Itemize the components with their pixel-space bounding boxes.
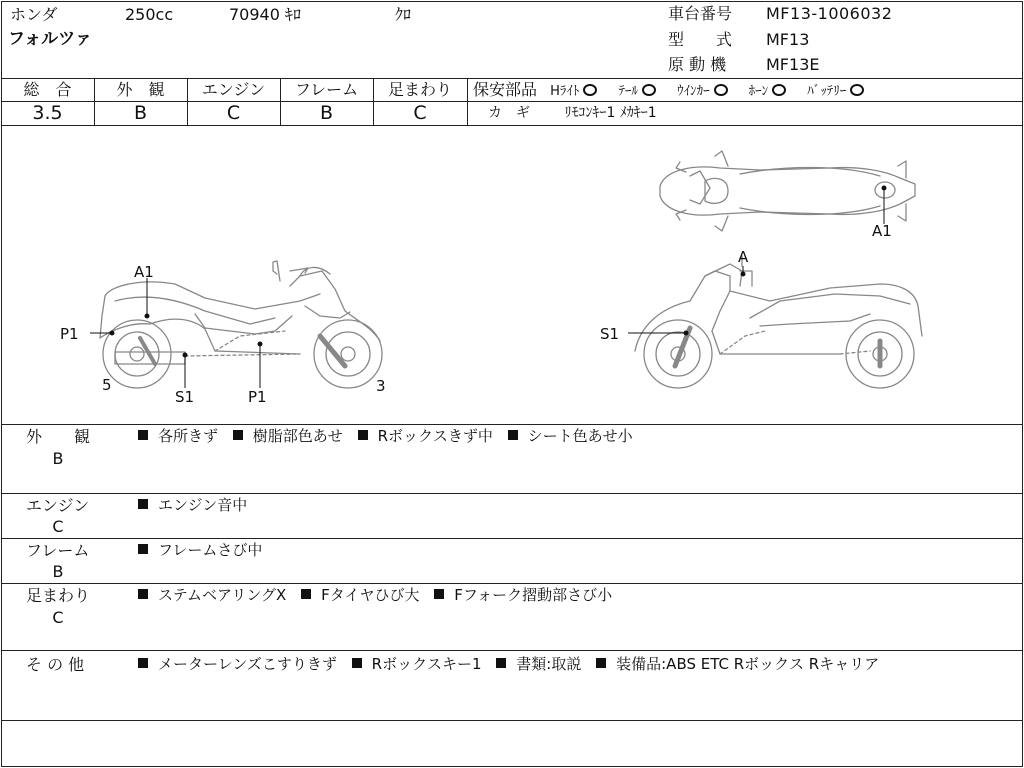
engine-label: 原 動 機 bbox=[668, 55, 727, 74]
bullet-icon bbox=[352, 658, 362, 668]
divider bbox=[467, 78, 468, 125]
safety-item-taillight: ﾃｰﾙ bbox=[618, 84, 656, 99]
damage-diagram bbox=[0, 126, 1024, 424]
ok-circle-icon bbox=[714, 84, 728, 96]
maker: ホンダ bbox=[10, 5, 58, 24]
bullet-icon bbox=[434, 589, 444, 599]
ok-circle-icon bbox=[772, 84, 786, 96]
section-engine-grade: C bbox=[52, 517, 64, 536]
label-s1-left: S1 bbox=[175, 388, 195, 406]
bullet-icon bbox=[138, 658, 148, 668]
section-exterior-items: 各所きず 樹脂部色あせ Rボックスきず中 シート色あせ小 bbox=[138, 429, 643, 444]
divider bbox=[1, 720, 1023, 721]
section-engine-items: エンジン音中 bbox=[138, 498, 257, 513]
keys-label: カ ギ bbox=[488, 105, 530, 121]
type-label: 型 式 bbox=[668, 30, 733, 49]
frame-no-label: 車台番号 bbox=[668, 4, 733, 23]
keys-value: ﾘﾓｺﾝｷｰ1 ﾒｶｷｰ1 bbox=[564, 105, 657, 121]
bullet-icon bbox=[138, 544, 148, 554]
section-other-items: メーターレンズこすりきず Rボックスキー1 書類:取説 装備品:ABS ETC Rボックス Rキャリア bbox=[138, 657, 889, 672]
label-5: 5 bbox=[102, 376, 112, 394]
divider bbox=[1, 583, 1023, 584]
bullet-icon bbox=[358, 430, 368, 440]
label-a-right: A bbox=[738, 248, 749, 266]
ok-circle-icon bbox=[583, 84, 597, 96]
section-engine-label: エンジン bbox=[26, 496, 90, 515]
bullet-icon bbox=[496, 658, 506, 668]
divider bbox=[1, 493, 1023, 494]
grade-suspension-label: 足まわり bbox=[387, 80, 452, 99]
divider bbox=[1, 78, 1023, 79]
bullet-icon bbox=[508, 430, 518, 440]
bullet-icon bbox=[233, 430, 243, 440]
mileage: 70940 ｷﾛ bbox=[229, 5, 301, 24]
label-s1-right: S1 bbox=[600, 325, 620, 343]
label-3: 3 bbox=[376, 377, 386, 395]
divider bbox=[1, 424, 1023, 425]
frame-no: MF13-1006032 bbox=[766, 4, 893, 23]
section-suspension-grade: C bbox=[52, 608, 64, 627]
displacement: 250cc bbox=[125, 5, 174, 24]
model-name: フォルツァ bbox=[8, 29, 92, 49]
grade-frame-value: B bbox=[319, 102, 334, 124]
section-frame-grade: B bbox=[52, 562, 64, 581]
divider bbox=[1, 650, 1023, 651]
bullet-icon bbox=[301, 589, 311, 599]
color: ｸﾛ bbox=[395, 5, 412, 24]
scooter-right-side-drawing bbox=[635, 256, 922, 388]
grade-frame-label: フレーム bbox=[294, 80, 359, 99]
safety-item-horn: ﾎｰﾝ bbox=[749, 84, 787, 99]
section-exterior-grade: B bbox=[52, 449, 64, 468]
label-p1-bottom: P1 bbox=[248, 388, 267, 406]
label-a1-left: A1 bbox=[134, 263, 154, 281]
scooter-top-view-drawing bbox=[660, 151, 915, 231]
grade-overall-label: 総 合 bbox=[23, 80, 72, 99]
bullet-icon bbox=[596, 658, 606, 668]
section-suspension-items: ステムベアリングX Fタイヤひび大 Fフォーク摺動部さび小 bbox=[138, 588, 622, 603]
grade-overall-value: 3.5 bbox=[32, 102, 63, 124]
section-suspension-label: 足まわり bbox=[26, 586, 91, 605]
grade-engine-value: C bbox=[226, 102, 241, 124]
section-exterior-label: 外 観 bbox=[26, 427, 91, 446]
bullet-icon bbox=[138, 499, 148, 509]
safety-parts-row bbox=[473, 82, 864, 98]
grade-engine-label: エンジン bbox=[201, 80, 266, 99]
label-p1-front: P1 bbox=[60, 325, 79, 343]
label-a1-top: A1 bbox=[872, 222, 892, 240]
grade-exterior-label: 外 観 bbox=[116, 80, 165, 99]
safety-label: 保安部品 bbox=[473, 80, 538, 99]
ok-circle-icon bbox=[642, 84, 656, 96]
type-value: MF13 bbox=[766, 30, 810, 49]
section-other-label: そ の 他 bbox=[26, 655, 85, 674]
safety-item-headlight: Hﾗｲﾄ bbox=[550, 84, 597, 99]
grade-exterior-value: B bbox=[133, 102, 148, 124]
grade-suspension-value: C bbox=[413, 102, 427, 124]
engine-value: MF13E bbox=[766, 55, 820, 74]
section-frame-label: フレーム bbox=[26, 541, 90, 560]
divider bbox=[1, 538, 1023, 539]
divider bbox=[467, 101, 1023, 102]
bullet-icon bbox=[138, 589, 148, 599]
keys-row bbox=[488, 106, 657, 120]
section-frame-items: フレームさび中 bbox=[138, 543, 272, 558]
safety-item-winker: ｳｲﾝｶｰ bbox=[677, 84, 728, 99]
ok-circle-icon bbox=[850, 84, 864, 96]
bullet-icon bbox=[138, 430, 148, 440]
safety-item-battery: ﾊﾞｯﾃﾘｰ bbox=[807, 84, 864, 99]
